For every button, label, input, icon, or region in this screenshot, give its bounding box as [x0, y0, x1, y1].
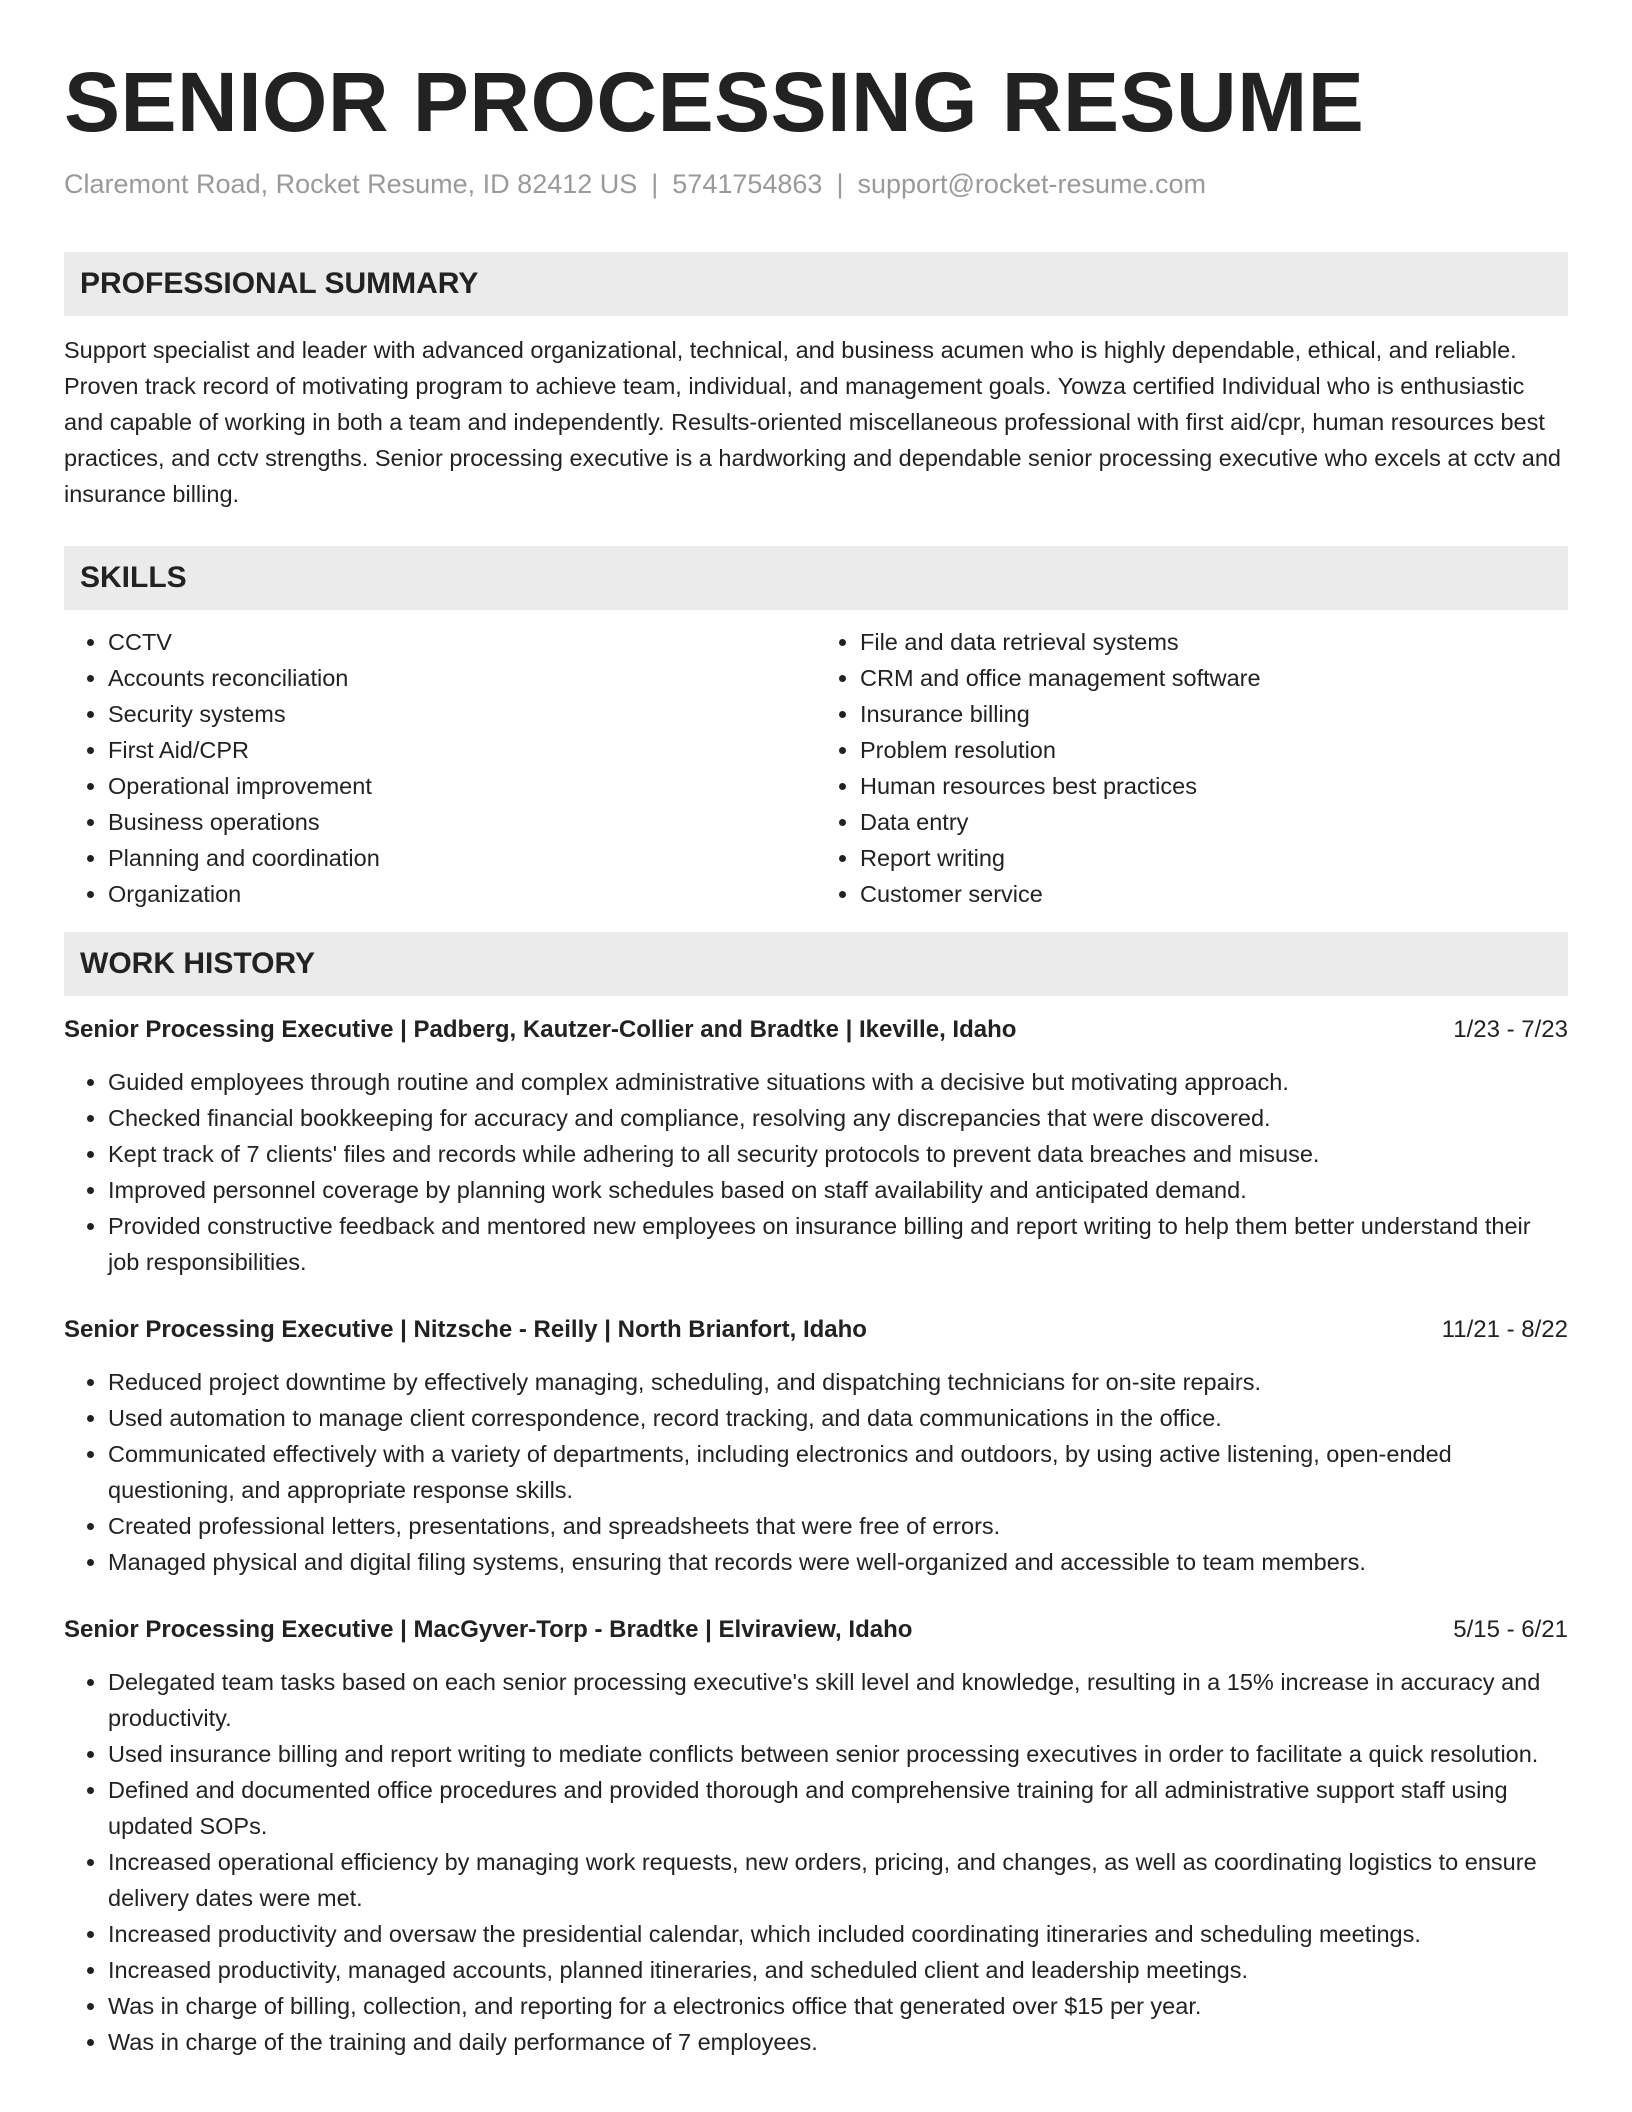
skill-item: • Insurance billing: [860, 696, 1568, 732]
skill-item: • Report writing: [860, 840, 1568, 876]
job-bullet: • Used insurance billing and report writing to mediate conflicts between senior processing executives in order to facilitate a quick resolution.: [108, 1736, 1568, 1772]
job-bullet: • Checked financial bookkeeping for accuracy and compliance, resolving any discrepancies that were discovered.: [108, 1100, 1568, 1136]
skill-item: • CCTV: [108, 624, 816, 660]
job-bullet: • Provided constructive feedback and mentored new employees on insurance billing and report writing to help them better understand their job responsibilities.: [108, 1208, 1568, 1280]
job-bullet: • Was in charge of billing, collection, and reporting for a electronics office that generated over $15 per year.: [108, 1988, 1568, 2024]
summary-text: Support specialist and leader with advanced organizational, technical, and business acumen who is highly dependable, ethical, and reliable. Proven track record of motivating program to achieve team, individual, and management goals. Yowza certified Individual who is enthusiastic and capable of working in both a team and independently. Results-oriented miscellaneous professional with first aid/cpr, human resources best practices, and cctv strengths. Senior processing executive is a hardworking and dependable senior processing executive who excels at cctv and insurance billing.: [64, 337, 1561, 507]
skills-column-right: [816, 624, 1568, 912]
job-bullets: [64, 1364, 1568, 1580]
job-bullet: • Increased productivity, managed accounts, planned itineraries, and scheduled client and leadership meetings.: [108, 1952, 1568, 1988]
job-title: Senior Processing Executive | Nitzsche - Reilly | North Brianfort, Idaho: [64, 1316, 867, 1343]
skill-item: • Problem resolution: [860, 732, 1568, 768]
job-bullets: [64, 1064, 1568, 1280]
contact-email: support@rocket-resume.com: [857, 169, 1206, 199]
skill-item: • Business operations: [108, 804, 816, 840]
skill-item: • Data entry: [860, 804, 1568, 840]
job-bullet: • Improved personnel coverage by planning work schedules based on staff availability and anticipated demand.: [108, 1172, 1568, 1208]
skill-item: • Accounts reconciliation: [108, 660, 816, 696]
skills-heading: SKILLS: [64, 546, 1568, 610]
job-bullet: • Managed physical and digital filing systems, ensuring that records were well-organized and accessible to team members.: [108, 1544, 1568, 1580]
skill-item: • Operational improvement: [108, 768, 816, 804]
job-dates: 11/21 - 8/22: [1441, 1316, 1568, 1343]
job-bullet: • Created professional letters, presentations, and spreadsheets that were free of errors.: [108, 1508, 1568, 1544]
job-bullet: • Delegated team tasks based on each senior processing executive's skill level and knowledge, resulting in a 15% increase in accuracy and productivity.: [108, 1664, 1568, 1736]
job-bullet: • Guided employees through routine and complex administrative situations with a decisive but motivating approach.: [108, 1064, 1568, 1100]
job-bullet: • Increased operational efficiency by managing work requests, new orders, pricing, and changes, as well as coordinating logistics to ensure delivery dates were met.: [108, 1844, 1568, 1916]
skill-item: • Organization: [108, 876, 816, 912]
contact-address: Claremont Road, Rocket Resume, ID 82412 US: [64, 169, 638, 199]
skill-item: • CRM and office management software: [860, 660, 1568, 696]
job-bullet: • Communicated effectively with a variety of departments, including electronics and outdoors, by using active listening, open-ended questioning, and appropriate response skills.: [108, 1436, 1568, 1508]
resume-title: SENIOR PROCESSING RESUME: [64, 55, 1365, 149]
job-bullet: • Defined and documented office procedures and provided thorough and comprehensive training for all administrative support staff using updated SOPs.: [108, 1772, 1568, 1844]
skill-item: • Human resources best practices: [860, 768, 1568, 804]
contact-phone: 5741754863: [672, 169, 823, 199]
job-bullet: • Increased productivity and oversaw the presidential calendar, which included coordinating itineraries and scheduling meetings.: [108, 1916, 1568, 1952]
skills-column-left: [64, 624, 816, 912]
contact-line: [64, 166, 1568, 202]
skill-item: • Security systems: [108, 696, 816, 732]
skill-item: • Customer service: [860, 876, 1568, 912]
job-header: [64, 1012, 1568, 1048]
job-bullet: • Was in charge of the training and daily performance of 7 employees.: [108, 2024, 1568, 2060]
job-title: Senior Processing Executive | Padberg, Kautzer-Collier and Bradtke | Ikeville, Idaho: [64, 1016, 1017, 1043]
contact-separator: |: [836, 169, 844, 199]
summary-heading: PROFESSIONAL SUMMARY: [64, 252, 1568, 316]
job-title: Senior Processing Executive | MacGyver-Torp - Bradtke | Elviraview, Idaho: [64, 1616, 913, 1643]
job-entry: [64, 1012, 1568, 1280]
job-dates: 1/23 - 7/23: [1453, 1016, 1568, 1043]
job-dates: 5/15 - 6/21: [1453, 1616, 1568, 1643]
job-bullets: [64, 1664, 1568, 2060]
job-entry: [64, 1612, 1568, 2060]
skill-item: • First Aid/CPR: [108, 732, 816, 768]
job-bullet: • Reduced project downtime by effectively managing, scheduling, and dispatching technicians for on-site repairs.: [108, 1364, 1568, 1400]
skills-list: [64, 624, 1568, 912]
job-bullet: • Kept track of 7 clients' files and records while adhering to all security protocols to prevent data breaches and misuse.: [108, 1136, 1568, 1172]
job-entry: [64, 1312, 1568, 1580]
contact-separator: |: [651, 169, 659, 199]
job-header: [64, 1312, 1568, 1348]
job-header: [64, 1612, 1568, 1648]
job-bullet: • Used automation to manage client correspondence, record tracking, and data communications in the office.: [108, 1400, 1568, 1436]
work-history-heading: WORK HISTORY: [64, 932, 1568, 996]
skill-item: • Planning and coordination: [108, 840, 816, 876]
skill-item: • File and data retrieval systems: [860, 624, 1568, 660]
